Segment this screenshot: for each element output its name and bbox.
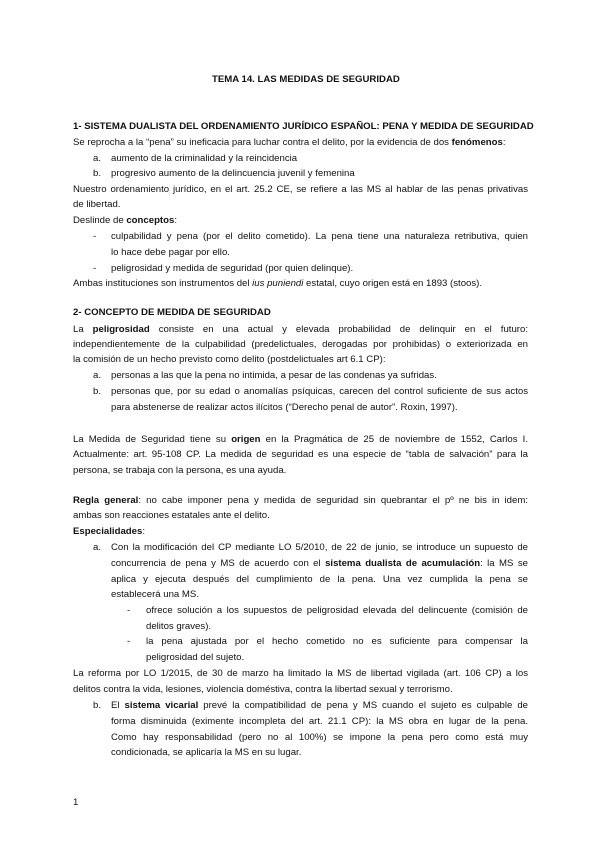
list-item: personas a las que la pena no intimida, a pesar de las condenas ya sufridas. — [111, 370, 437, 381]
list-marker: a. — [93, 542, 102, 553]
list-item: progresivo aumento de la delincuencia juvenil y femenina — [111, 168, 355, 179]
paragraph-line: La reforma por LO 1/2015, de 30 de marzo ha limitado la MS de libertad vigilada (art. 106 CP) a los — [73, 668, 528, 679]
paragraph-line: la comisión de un hecho previsto como delito (postdelictuales art 6.1 CP): — [73, 354, 386, 365]
paragraph-line: Actualmente: art. 95-108 CP. La medida de seguridad es una especie de “tabla de salvación” para la — [73, 449, 528, 460]
list-item: Como hay responsabilidad (pero no al 100%) se impone la pena pero como está muy — [111, 732, 528, 743]
list-item: peligrosidad y medida de seguridad (por quien delinque). — [111, 263, 354, 274]
document-title: TEMA 14. LAS MEDIDAS DE SEGURIDAD — [212, 74, 400, 85]
list-item: Con la modificación del CP mediante LO 5/2010, de 22 de junio, se introduce un supuesto de — [111, 542, 528, 553]
paragraph-line: Regla general: no cabe imponer pena y medida de seguridad sin quebrantar el pº ne bis in idem: — [73, 495, 528, 506]
list-item: peligrosidad del sujeto. — [146, 652, 245, 663]
page-number: 1 — [73, 797, 79, 808]
paragraph-line: ambas son reacciones estatales ante el delito. — [73, 510, 270, 521]
paragraph-line: La Medida de Seguridad tiene su origen en la Pragmática de 25 de noviembre de 1552, Carlos I. — [73, 434, 528, 445]
paragraph-line: delitos contra la vida, lesiones, violencia doméstiva, contra la libertad sexual y terrorismo. — [73, 684, 453, 695]
list-dash: - — [93, 263, 97, 274]
list-dash: - — [127, 605, 131, 616]
paragraph-line: Nuestro ordenamiento jurídico, en el art. 25.2 CE, se refiere a las MS al hablar de las penas privativas — [73, 184, 528, 195]
list-marker: a. — [93, 153, 102, 164]
especialidades-label: Especialidades: — [73, 526, 145, 537]
list-item: condicionada, se aplicaría la MS en su lugar. — [111, 747, 302, 758]
list-item: delitos graves). — [146, 621, 212, 632]
list-item: lo hace debe pagar por ello. — [111, 247, 230, 258]
list-marker: b. — [93, 700, 102, 711]
list-item: forma disminuida (eximente incompleta del art. 21.1 CP): la MS obra en lugar de la pena. — [111, 716, 528, 727]
paragraph-line: La peligrosidad consiste en una actual y elevada probabilidad de delinquir en el futuro: — [73, 324, 528, 335]
list-item: concurrencia de pena y MS de acuerdo con el sistema dualista de acumulación: la MS se — [111, 558, 528, 569]
list-item: establecerá una MS. — [111, 589, 199, 600]
list-dash: - — [127, 636, 131, 647]
list-item: aplica y ejecuta después del cumplimiento de la pena. Una vez cumplida la pena se — [111, 574, 528, 585]
list-item: ofrece solución a los supuestos de peligrosidad elevada del delincuente (comisión de — [146, 605, 528, 616]
deslinde-line: Deslinde de conceptos: — [73, 215, 177, 226]
paragraph-line: persona, se trabaja con la persona, es una ayuda. — [73, 465, 287, 476]
paragraph-line: Ambas instituciones son instrumentos del ius puniendi estatal, cuyo origen está en 1893 (stoos). — [73, 278, 483, 289]
paragraph-line: de libertad. — [73, 199, 121, 210]
paragraph-line: independientemente de la culpabilidad (predelictuales, derogadas por prohibidas) o exteriorizada en — [73, 339, 528, 350]
section-1-intro: Se reprocha a la “pena” su ineficacia para luchar contra el delito, por la evidencia de dos fenómenos: — [73, 137, 506, 148]
list-dash: - — [93, 231, 97, 242]
list-item: aumento de la criminalidad y la reincidencia — [111, 153, 298, 164]
section-2-heading: 2- CONCEPTO DE MEDIDA DE SEGURIDAD — [73, 307, 271, 318]
list-item: El sistema vicarial prevé la compatibilidad de pena y MS cuando el sujeto es culpable de — [111, 700, 528, 711]
section-1-heading: 1- SISTEMA DUALISTA DEL ORDENAMIENTO JURÍDICO ESPAÑOL: PENA Y MEDIDA DE SEGURIDAD — [73, 121, 534, 132]
list-marker: a. — [93, 370, 102, 381]
list-marker: b. — [93, 386, 102, 397]
list-marker: b. — [93, 168, 102, 179]
list-item: personas que, por su edad o anomalías psíquicas, carecen del control suficiente de sus actos — [111, 386, 528, 397]
list-item: la pena ajustada por el hecho cometido no es suficiente para compensar la — [146, 636, 528, 647]
list-item: para abstenerse de realizar actos ilícitos (“Derecho penal de autor”. Roxin, 1997). — [111, 402, 458, 413]
list-item: culpabilidad y pena (por el delito cometido). La pena tiene una naturaleza retributiva, quien — [111, 231, 528, 242]
